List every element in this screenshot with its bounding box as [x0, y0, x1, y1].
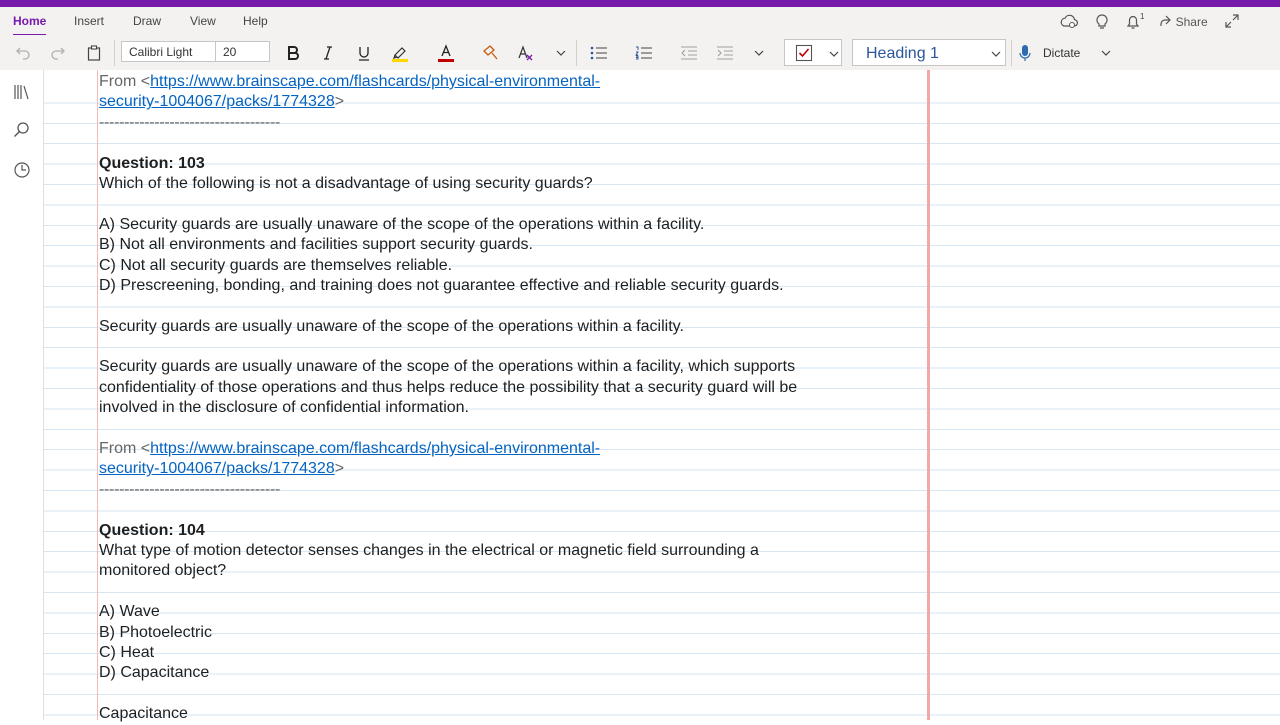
redo-icon: [50, 46, 66, 60]
chevron-down-icon: [991, 51, 1001, 57]
source-suffix: >: [334, 460, 345, 478]
font-size-input[interactable]: 20: [215, 41, 270, 62]
todo-tag-button[interactable]: [784, 39, 842, 66]
explanation-line: confidentiality of those operations and thus helps reduce the possibility that a security guard will be: [99, 378, 798, 396]
question-text: What type of motion detector senses changes in the electrical or magnetic field surrounding a: [99, 541, 759, 559]
chevron-down-icon: [1101, 50, 1111, 56]
numbering-button[interactable]: [633, 42, 655, 64]
tab-draw[interactable]: Draw: [133, 14, 162, 28]
answer-option: A) Security guards are usually unaware of the scope of the operations within a facility.: [99, 215, 705, 233]
heading-style-select[interactable]: [852, 39, 1006, 66]
source-prefix: From <: [99, 440, 151, 458]
style-select-value: Heading 1: [866, 45, 939, 62]
increase-indent-button[interactable]: [714, 42, 736, 64]
clipboard-button[interactable]: [83, 42, 105, 64]
source-link[interactable]: https://www.brainscape.com/flashcards/physical-environmental-: [150, 73, 601, 90]
notebooks-icon[interactable]: [12, 82, 32, 102]
italic-icon: [323, 46, 333, 60]
search-icon[interactable]: [12, 120, 32, 140]
format-painter-icon: [482, 45, 500, 61]
blank-line: [99, 684, 919, 704]
dictate-options-button[interactable]: [1098, 42, 1114, 64]
app-accent-bar: [0, 0, 1280, 7]
source-line: [99, 439, 919, 459]
decrease-indent-icon: [680, 46, 698, 60]
answer-option: C) Heat: [99, 643, 155, 661]
source-link[interactable]: security-1004067/packs/1774328: [99, 460, 335, 478]
highlight-button[interactable]: [389, 42, 411, 64]
bullets-button[interactable]: [588, 42, 610, 64]
clipboard-icon: [87, 45, 101, 61]
answer-option: D) Capacitance: [99, 664, 210, 682]
highlighter-icon: [391, 44, 409, 62]
answer-option: B) Photoelectric: [99, 623, 212, 641]
answer-option: C) Not all security guards are themselves reliable.: [99, 256, 453, 274]
chevron-down-icon: [829, 51, 839, 57]
answer-option: B) Not all environments and facilities support security guards.: [99, 236, 533, 254]
undo-button[interactable]: [12, 42, 34, 64]
underline-button[interactable]: [354, 42, 374, 64]
question-title: Question: 103: [99, 154, 205, 172]
blank-line: [99, 133, 919, 153]
tab-help[interactable]: Help: [243, 14, 268, 28]
source-line: [99, 459, 919, 479]
font-name-input[interactable]: Calibri Light: [121, 41, 216, 62]
home-toolbar: [0, 35, 1280, 71]
question-text: monitored object?: [99, 562, 227, 580]
source-link[interactable]: security-1004067/packs/1774328: [99, 93, 335, 111]
lightbulb-icon[interactable]: [1095, 14, 1109, 33]
chevron-down-icon: [556, 50, 566, 56]
font-color-icon: [437, 44, 455, 62]
source-suffix: >: [334, 93, 345, 111]
fullscreen-icon[interactable]: [1225, 14, 1239, 31]
clear-formatting-button[interactable]: [515, 42, 537, 64]
chevron-down-icon: [754, 50, 764, 56]
page-margin-line: [97, 70, 98, 720]
recent-clock-icon[interactable]: [12, 160, 32, 180]
separator-line: ------------------------------------: [99, 480, 281, 498]
increase-indent-icon: [716, 46, 734, 60]
format-painter-button[interactable]: [480, 42, 502, 64]
page-width-marker: [927, 70, 930, 720]
numbered-list-icon: [635, 46, 653, 60]
checkbox-tag-icon: [795, 44, 813, 62]
redo-button[interactable]: [47, 42, 69, 64]
answer-option: D) Prescreening, bonding, and training does not guarantee effective and reliable security guards.: [99, 276, 784, 294]
more-font-options-button[interactable]: [553, 42, 569, 64]
share-icon: [1158, 14, 1172, 28]
undo-icon: [15, 46, 31, 60]
bullet-list-icon: [590, 46, 608, 60]
more-paragraph-options-button[interactable]: [751, 42, 767, 64]
tab-home[interactable]: Home: [13, 14, 47, 28]
notification-count: 1: [1140, 12, 1145, 21]
share-button[interactable]: [1158, 14, 1208, 29]
tab-view[interactable]: View: [190, 14, 216, 28]
source-link[interactable]: https://www.brainscape.com/flashcards/physical-environmental-: [150, 440, 601, 458]
tab-insert[interactable]: Insert: [74, 14, 105, 28]
toolbar-separator: [1011, 40, 1012, 66]
source-prefix: From <: [99, 73, 151, 90]
decrease-indent-button[interactable]: [678, 42, 700, 64]
note-content[interactable]: [99, 72, 919, 725]
ribbon-tabs: [0, 7, 1280, 35]
blank-line: [99, 296, 919, 316]
bold-button[interactable]: [283, 42, 303, 64]
blank-line: [99, 337, 919, 357]
source-line: [99, 92, 919, 112]
blank-line: [99, 194, 919, 214]
question-title: Question: 104: [99, 521, 205, 539]
underline-icon: [358, 46, 370, 61]
sync-status-icon[interactable]: [1060, 14, 1078, 33]
explanation-line: Security guards are usually unaware of the scope of the operations within a facility, which supports: [99, 358, 796, 376]
clear-formatting-icon: [517, 45, 535, 61]
explanation-line: involved in the disclosure of confidential information.: [99, 399, 469, 417]
correct-answer: Capacitance: [99, 705, 188, 723]
blank-line: [99, 419, 919, 439]
microphone-icon: [1019, 44, 1031, 62]
italic-button[interactable]: [318, 42, 338, 64]
bold-icon: [287, 46, 299, 60]
dictate-label: Dictate: [1043, 46, 1081, 60]
blank-line: [99, 582, 919, 602]
share-label: Share: [1175, 15, 1208, 29]
dictate-button[interactable]: [1019, 42, 1085, 64]
blank-line: [99, 500, 919, 520]
toolbar-separator: [576, 40, 577, 66]
answer-option: A) Wave: [99, 603, 160, 621]
font-color-button[interactable]: [435, 42, 457, 64]
bell-icon[interactable]: [1126, 14, 1140, 33]
correct-answer: Security guards are usually unaware of the scope of the operations within a facility.: [99, 317, 684, 335]
question-text: Which of the following is not a disadvantage of using security guards?: [99, 174, 593, 192]
toolbar-separator: [114, 40, 115, 66]
left-nav-bar: [0, 70, 44, 720]
source-line: [99, 72, 919, 92]
separator-line: ------------------------------------: [99, 113, 281, 131]
